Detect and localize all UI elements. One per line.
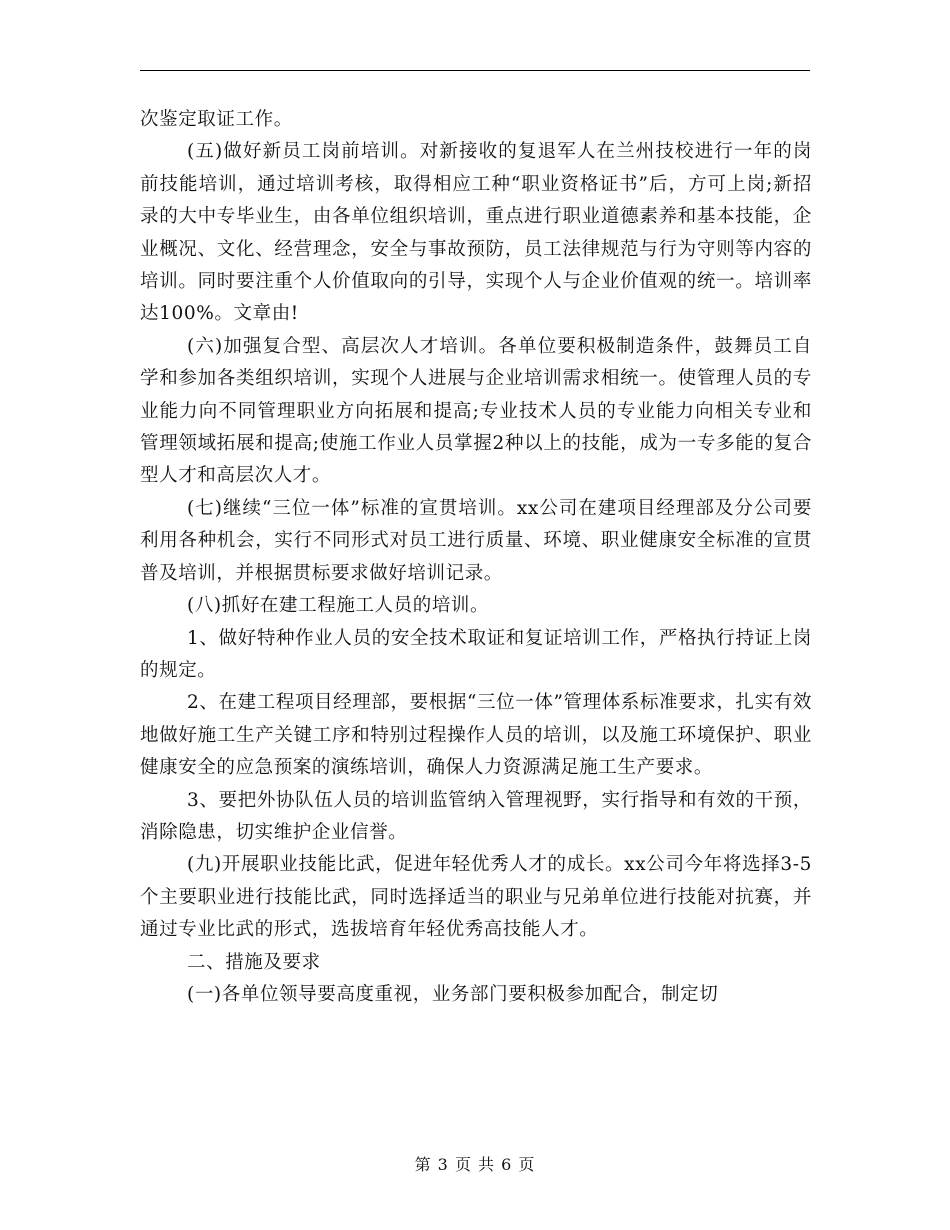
paragraph-9: (九)开展职业技能比武，促进年轻优秀人才的成长。xx公司今年将选择3-5个主要职业进行技能比武，同时选择适当的职业与兄弟单位进行技能对抗赛，并通过专业比武的形式，选拔培育年轻优秀高技能人才。 bbox=[140, 854, 812, 941]
section-heading: 二、措施及要求 bbox=[187, 951, 321, 973]
paragraph-2: (五)做好新员工岗前培训。对新接收的复退军人在兰州技校进行一年的岗前技能培训，通过培训考核，取得相应工种“职业资格证书”后，方可上岗;新招录的大中专毕业生，由各单位组织培训，重点进行职业道德素养和基本技能，企业概况、文化、经营理念，安全与事故预防，员工法律规范与行为守则等内容的培训。同时要注重个人价值取向的引导，实现个人与企业价值观的统一。培训率达100%。文章由! bbox=[140, 141, 812, 325]
header-rule bbox=[140, 70, 810, 71]
page-body bbox=[140, 104, 812, 1011]
paragraph-7: 2、在建工程项目经理部，要根据“三位一体”管理体系标准要求，扎实有效地做好施工生产关键工序和特别过程操作人员的培训，以及施工环境保护、职业健康安全的应急预案的演练培训，确保人力资源满足施工生产要求。 bbox=[140, 692, 812, 779]
paragraph-6: 1、做好特种作业人员的安全技术取证和复证培训工作，严格执行持证上岗的规定。 bbox=[140, 627, 812, 681]
paragraph-11: (一)各单位领导要高度重视，业务部门要积极参加配合，制定切 bbox=[187, 983, 719, 1005]
page-footer: 第 3 页 共 6 页 bbox=[414, 1155, 536, 1174]
paragraph-8: 3、要把外协队伍人员的培训监管纳入管理视野，实行指导和有效的干预，消除隐患，切实维护企业信誉。 bbox=[140, 789, 812, 843]
paragraph-5: (八)抓好在建工程施工人员的培训。 bbox=[187, 595, 490, 617]
paragraph-4: (七)继续“三位一体”标准的宣贯培训。xx公司在建项目经理部及分公司要利用各种机会，实行不同形式对员工进行质量、环境、职业健康安全标准的宣贯普及培训，并根据贯标要求做好培训记录。 bbox=[140, 497, 812, 584]
paragraph-3: (六)加强复合型、高层次人才培训。各单位要积极制造条件，鼓舞员工自学和参加各类组织培训，实现个人进展与企业培训需求相统一。使管理人员的专业能力向不同管理职业方向拓展和提高;专业技术人员的专业能力向相关专业和管理领域拓展和提高;使施工作业人员掌握2种以上的技能，成为一专多能的复合型人才和高层次人才。 bbox=[140, 335, 812, 487]
paragraph-1: 次鉴定取证工作。 bbox=[140, 109, 293, 130]
